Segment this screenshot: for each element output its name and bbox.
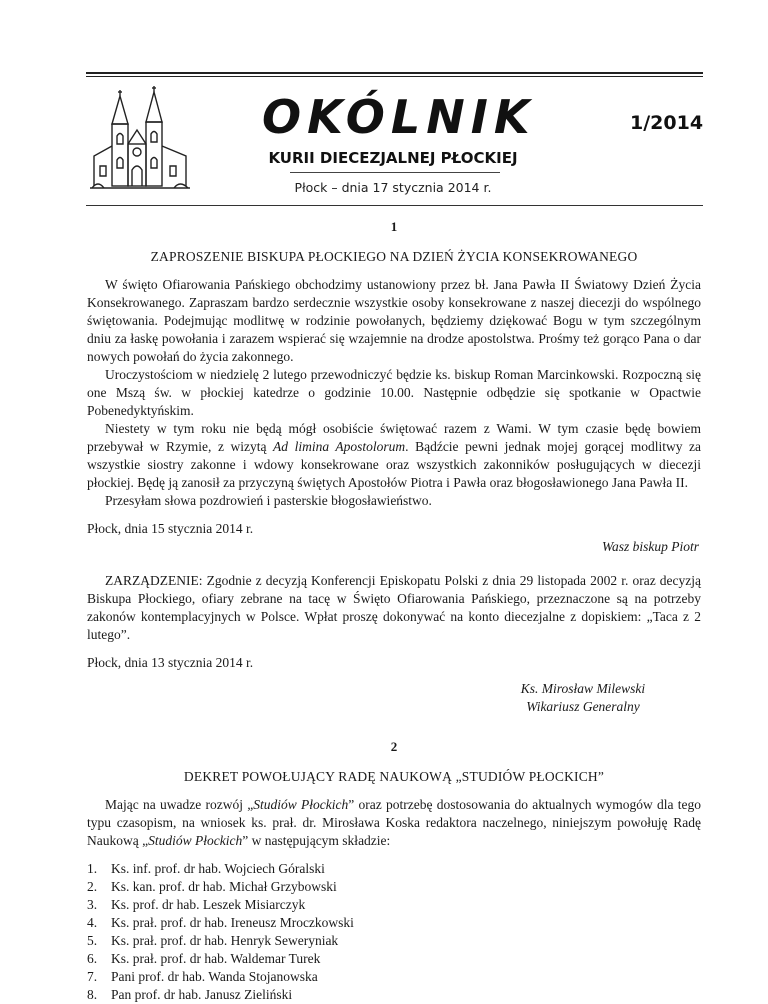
- list-item: 8. Pan prof. dr hab. Janusz Zieliński: [87, 987, 293, 1002]
- section-1-place-date: Płock, dnia 15 stycznia 2014 r.: [87, 521, 254, 536]
- header-top-rule: [86, 72, 703, 74]
- publication-title: OKÓLNIK: [262, 90, 536, 144]
- decree-signature-name: Ks. Mirosław Milewski: [520, 681, 646, 696]
- header-bottom-rule: [86, 205, 703, 206]
- decree-place-date: Płock, dnia 13 stycznia 2014 r.: [87, 655, 254, 670]
- latin-phrase: Ad limina Apostolorum: [273, 439, 406, 454]
- publication-subtitle: KURII DIECEZJALNEJ PŁOCKIEJ: [268, 149, 518, 167]
- list-item: 3. Ks. prof. dr hab. Leszek Misiarczyk: [87, 897, 306, 912]
- section-2-title: DEKRET POWOŁUJĄCY RADĘ NAUKOWĄ „STUDIÓW PŁOCKICH”: [183, 769, 605, 784]
- list-item: 1. Ks. inf. prof. dr hab. Wojciech Góralski: [87, 861, 325, 876]
- header-top-rule-thin: [86, 76, 703, 77]
- issue-number: 1/2014: [630, 112, 704, 134]
- list-item: 5. Ks. prał. prof. dr hab. Henryk Seweryniak: [87, 933, 339, 948]
- decree-paragraph: ZARZĄDZENIE: Zgodnie z decyzją Konferencji Episkopatu Polski z dnia 29 listopada 2002 r. oraz decyzją Biskupa Płockiego, ofiary zebrane na tacę w Święto Ofiarowania Pańskiego, przeznaczone są na potrzeby zakonów kontemplacyjnych w Polsce. Wpłat proszę dokonywać na konto diecezjalne z dopiskiem: „Taca z 2 lutego”.: [87, 573, 701, 642]
- section-2-number: 2: [390, 739, 398, 754]
- list-item: 7. Pani prof. dr hab. Wanda Stojanowska: [87, 969, 318, 984]
- subtitle-rule: [290, 172, 500, 173]
- council-members-list: [87, 860, 701, 1004]
- list-item: 2. Ks. kan. prof. dr hab. Michał Grzybowski: [87, 879, 337, 894]
- document-body: [87, 218, 701, 1004]
- section-1-paragraph-3: Niestety w tym roku nie będą mógł osobiście świętować razem z Wami. W tym czasie będę bowiem przebywał w Rzymie, z wizytą Ad limina Apostolorum. Bądźcie pewni jednak mojej gorącej modlitwy za wszystkie siostry zakonne i wdowy konsekrowane oraz wszystkich zakonników posługujących w diecezji płockiej. Będę ją zanosił za przyczyną świętych Apostołów Piotra i Pawła oraz błogosławionego Jana Pawła II.: [87, 421, 702, 490]
- section-1-signature: Wasz biskup Piotr: [601, 539, 699, 554]
- section-2-intro: Mając na uwadze rozwój „Studiów Płockich” oraz potrzebę dostosowania do aktualnych wymogów dla tego typu czasopism, na wniosek ks. prał. dr. Mirosława Koska redaktora naczelnego, niniejszym powołuję Radę Naukową „Studiów Płockich” w następującym składzie:: [87, 797, 701, 848]
- section-1-paragraph-4: Przesyłam słowa pozdrowień i pasterskie błogosławieństwo.: [105, 493, 432, 508]
- decree-signature-role: Wikariusz Generalny: [526, 699, 640, 714]
- section-1-number: 1: [390, 219, 398, 234]
- section-1-paragraph-1: W święto Ofiarowania Pańskiego obchodzimy ustanowiony przez bł. Jana Pawła II Światowy Dzień Życia Konsekrowanego. Zapraszam bardzo serdecznie wszystkie osoby konsekrowane z naszej diecezji do wspólnego świętowania. Podejmując modlitwę w rodzinie powołanych, będziemy dziękować Bogu w tym szczególnym dniu za łaskę powołania i zarazem wspierać się wzajemnie na drodze apostolstwa. Prośmy też gorąco Pana o dar nowych powołań do życia zakonnego.: [87, 277, 701, 364]
- church-illustration: [90, 84, 190, 196]
- list-item: 4. Ks. prał. prof. dr hab. Ireneusz Mroczkowski: [87, 915, 354, 930]
- section-1-paragraph-2: Uroczystościom w niedzielę 2 lutego przewodniczyć będzie ks. biskup Roman Marcinkowski. Rozpoczną się one Mszą św. w płockiej katedrze o godzinie 10.00. Następnie odbędzie się spotkanie w Opactwie Pobenedyktyńskim.: [87, 367, 701, 418]
- section-1-title: ZAPROSZENIE BISKUPA PŁOCKIEGO NA DZIEŃ ŻYCIA KONSEKROWANEGO: [150, 249, 638, 264]
- list-item: 6. Ks. prał. prof. dr hab. Waldemar Turek: [87, 951, 321, 966]
- issue-dateline: Płock – dnia 17 stycznia 2014 r.: [294, 180, 492, 195]
